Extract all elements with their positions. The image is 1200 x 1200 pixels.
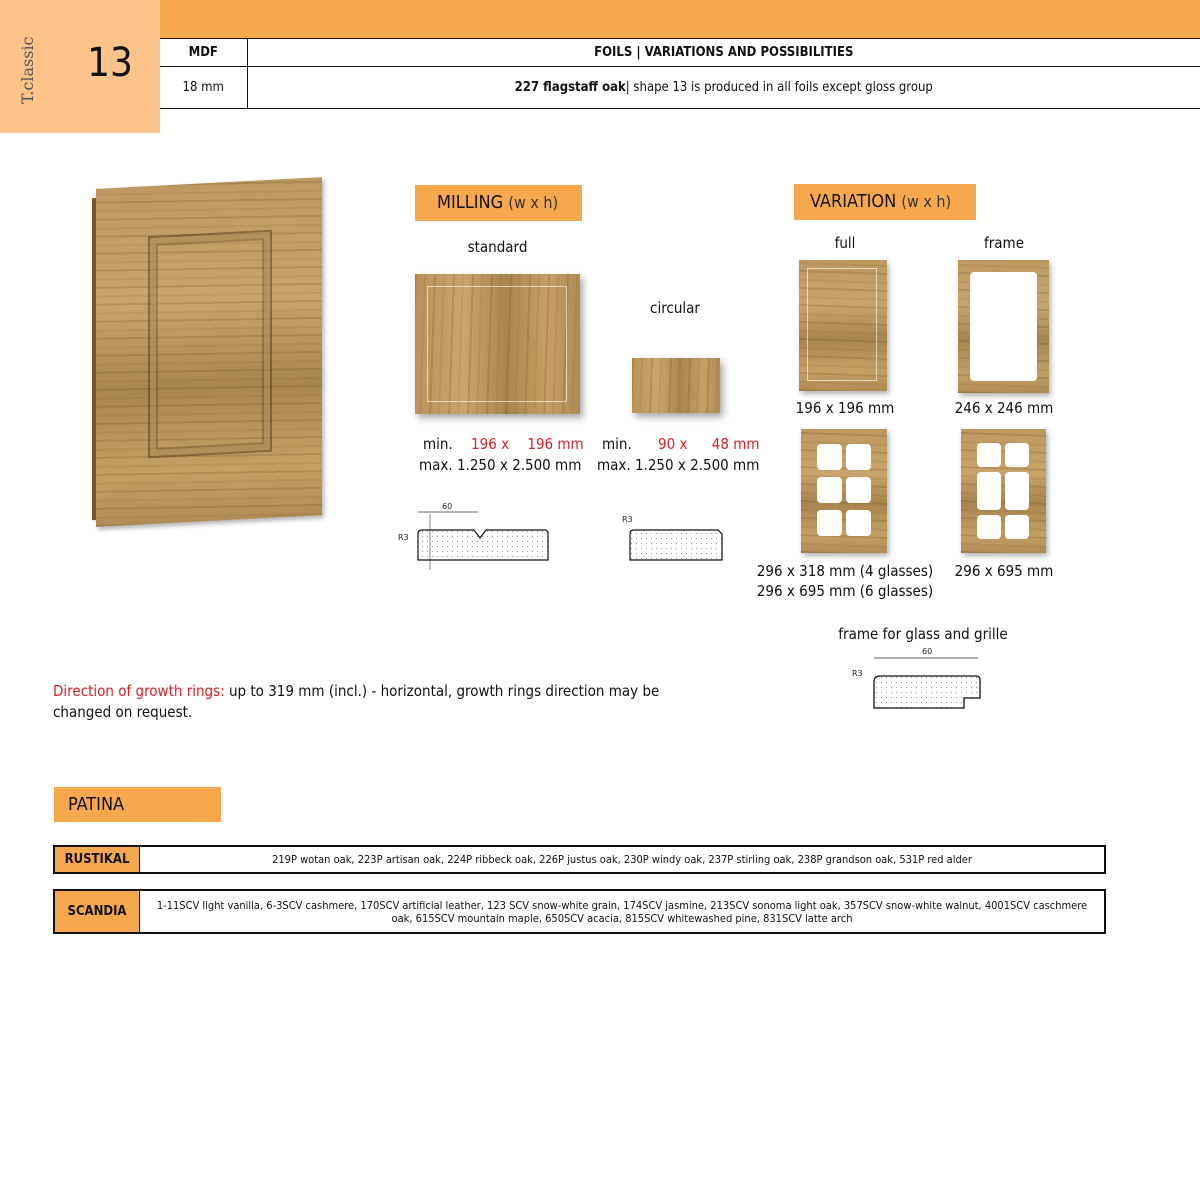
spec-col2-header: FOILS | VARIATIONS AND POSSIBILITIES <box>247 39 1200 67</box>
variation-frame-sample <box>958 260 1049 393</box>
milling-unit: (w x h) <box>508 193 559 212</box>
circular-profile-diagram <box>620 512 730 564</box>
circular-min-height: 48 mm <box>711 435 760 453</box>
standard-min-width: 196 x <box>471 435 510 453</box>
frame-profile-width: 60 <box>922 647 933 656</box>
full-size: 196 x 196 mm <box>795 399 895 417</box>
standard-profile-diagram <box>396 500 556 572</box>
standard-milling-sample <box>415 274 580 414</box>
circular-max: max. 1.250 x 2.500 mm <box>597 456 760 474</box>
variation-grille-sample <box>961 429 1046 553</box>
grille-size: 296 x 695 mm <box>954 562 1054 580</box>
door-raised-panel <box>148 230 272 458</box>
circular-min-label: min. <box>602 435 632 453</box>
glass6-size-2: 296 x 695 mm (6 glasses) <box>756 582 934 600</box>
standard-profile-width: 60 <box>442 502 453 511</box>
frame-label: frame <box>983 234 1024 252</box>
frame-profile-diagram <box>850 646 990 712</box>
variation-6-glass-sample <box>801 429 887 553</box>
glass-opening <box>970 272 1037 381</box>
spec-col1-header: MDF <box>160 39 247 67</box>
standard-profile-radius: R3 <box>398 533 409 542</box>
standard-max: max. 1.250 x 2.500 mm <box>419 456 582 474</box>
spec-foil <box>247 67 1200 109</box>
full-label: full <box>834 234 856 252</box>
circular-min-width: 90 x <box>658 435 688 453</box>
variation-title: VARIATION <box>810 191 897 212</box>
variation-unit: (w x h) <box>901 192 952 211</box>
frame-size: 246 x 246 mm <box>954 399 1054 417</box>
patina-heading: PATINA <box>54 787 221 822</box>
patina-row-rustikal <box>54 846 1105 873</box>
spec-foil-name: 227 flagstaff oak <box>514 80 626 95</box>
spec-thickness: 18 mm <box>160 67 247 109</box>
standard-label: standard <box>467 238 528 256</box>
standard-min <box>423 435 584 453</box>
brand-logo-text: T.classic <box>18 36 37 104</box>
header-bar <box>160 0 1200 38</box>
circular-milling-sample <box>632 358 720 413</box>
spec-foil-note: | shape 13 is produced in all foils except gloss group <box>625 80 933 95</box>
patina-row-scandia <box>54 890 1105 933</box>
page-number: 13 <box>87 40 133 86</box>
glass6-size-1: 296 x 318 mm (4 glasses) <box>756 562 934 580</box>
variation-heading <box>794 184 976 220</box>
variation-full-sample <box>799 260 887 391</box>
circular-label: circular <box>650 299 700 317</box>
standard-min-label: min. <box>423 435 453 453</box>
frame-profile-label: frame for glass and grille <box>838 625 1008 643</box>
brand-logo <box>14 28 40 108</box>
standard-min-height: 196 mm <box>527 435 584 453</box>
groove-line <box>427 286 567 402</box>
groove-line <box>807 268 877 381</box>
spec-table <box>160 38 1200 109</box>
frame-profile-radius: R3 <box>852 669 863 678</box>
patina-scandia-text: 1-11SCV light vanilla, 6-3SCV cashmere, 170SCV artificial leather, 123 SCV snow-white grain, 174SCV jasmine, 213SCV sonoma light oak, 357SCV snow-white walnut, 4001SCV caschmere oak, 615SCV mountain maple, 650SCV acacia, 815SCV whitewashed pine, 831SCV latte arch <box>140 891 1105 933</box>
patina-rustikal-text: 219P wotan oak, 223P artisan oak, 224P ribbeck oak, 226P justus oak, 230P windy oak, 237P stirling oak, 238P grandson oak, 531P red alder <box>140 847 1105 873</box>
patina-scandia-name: SCANDIA <box>55 891 140 933</box>
growth-rings-label: Direction of growth rings: <box>53 682 225 700</box>
growth-rings-text: up to 319 mm (incl.) - horizontal, growth rings direction may be changed on request. <box>53 682 660 721</box>
door-image <box>96 177 322 527</box>
milling-heading <box>415 185 582 221</box>
patina-rustikal-name: RUSTIKAL <box>55 847 140 873</box>
growth-rings-note <box>53 681 713 723</box>
circular-profile-radius: R3 <box>622 515 633 524</box>
milling-title: MILLING <box>437 192 504 213</box>
circular-min <box>602 435 760 453</box>
